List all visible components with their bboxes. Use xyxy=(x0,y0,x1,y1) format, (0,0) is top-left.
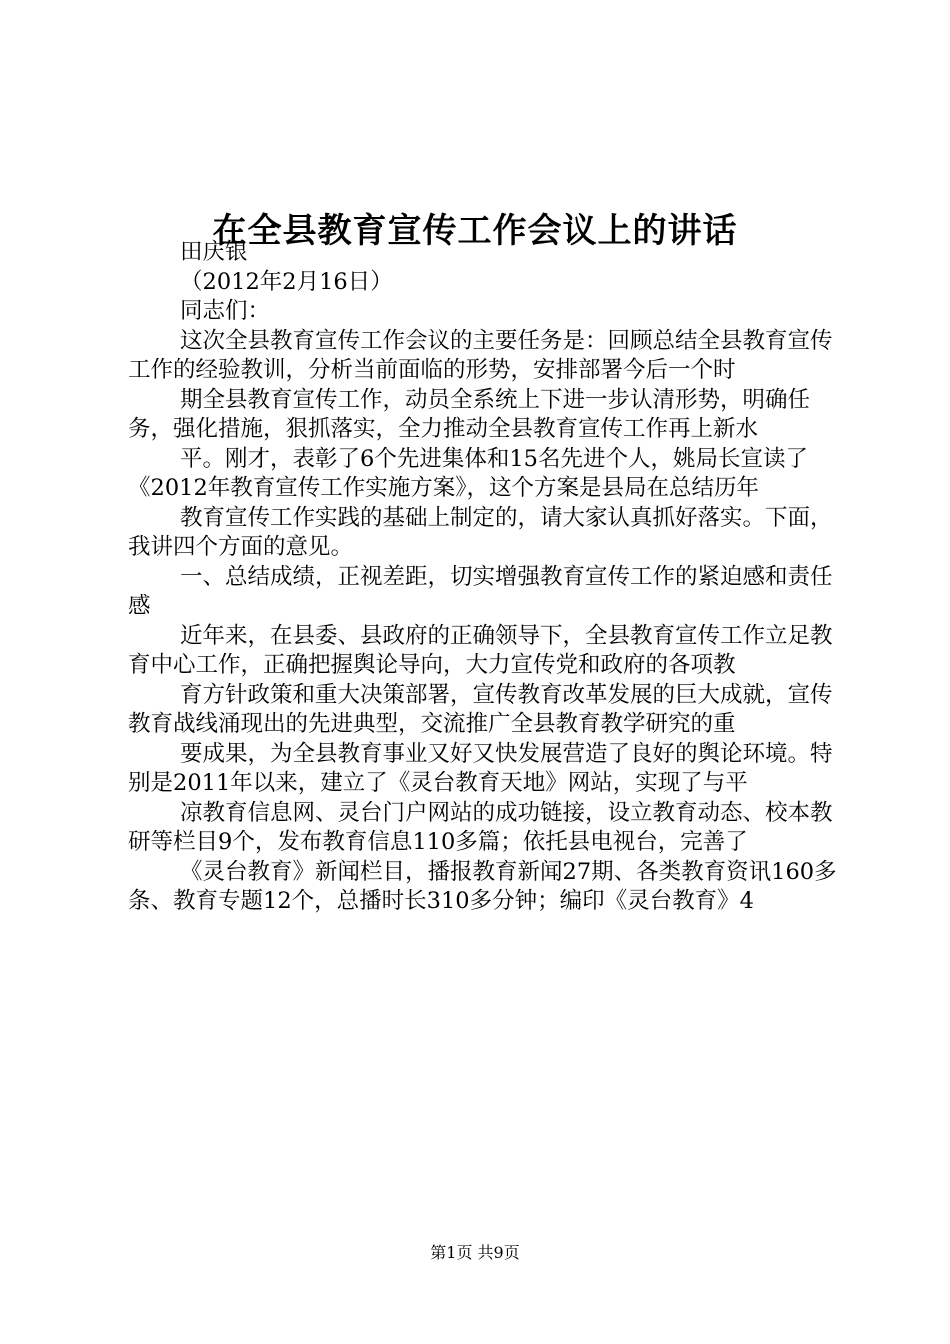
body-paragraph: 期全县教育宣传工作，动员全系统上下进一步认清形势，明确任务，强化措施，狠抓落实，全力推动全县教育宣传工作再上新水 xyxy=(128,386,811,442)
body-paragraph: 《灵台教育》新闻栏目，播报教育新闻27期、各类教育资讯160多条、教育专题12个，总播时长310多分钟；编印《灵台教育》4 xyxy=(128,858,837,914)
body-paragraph: 近年来，在县委、县政府的正确领导下，全县教育宣传工作立足教育中心工作，正确把握舆论导向，大力宣传党和政府的各项教 xyxy=(128,622,833,678)
document-body xyxy=(128,238,840,917)
section-heading: 一、总结成绩，正视差距，切实增强教育宣传工作的紧迫感和责任感 xyxy=(128,563,833,619)
author-line: 田庆银 xyxy=(180,239,248,265)
body-paragraph: 这次全县教育宣传工作会议的主要任务是：回顾总结全县教育宣传工作的经验教训，分析当前面临的形势，安排部署今后一个时 xyxy=(128,327,833,383)
salutation: 同志们： xyxy=(180,298,271,324)
date-line: （2012年2月16日） xyxy=(180,268,393,295)
body-paragraph: 平。刚才，表彰了6个先进集体和15名先进个人，姚局长宣读了《2012年教育宣传工作实施方案》，这个方案是县局在总结历年 xyxy=(128,445,808,501)
body-paragraph: 要成果，为全县教育事业又好又快发展营造了良好的舆论环境。特别是2011年以来，建立了《灵台教育天地》网站，实现了与平 xyxy=(128,740,833,796)
document-title: 在全县教育宣传工作会议上的讲话 xyxy=(212,210,738,251)
page-number-footer: 第1页 共9页 xyxy=(430,1243,520,1262)
body-paragraph: 教育宣传工作实践的基础上制定的，请大家认真抓好落实。下面，我讲四个方面的意见。 xyxy=(128,504,833,560)
body-paragraph: 凉教育信息网、灵台门户网站的成功链接，设立教育动态、校本教研等栏目9个，发布教育信息110多篇；依托县电视台，完善了 xyxy=(128,799,833,855)
body-paragraph: 育方针政策和重大决策部署，宣传教育改革发展的巨大成就，宣传教育战线涌现出的先进典型，交流推广全县教育教学研究的重 xyxy=(128,681,833,737)
